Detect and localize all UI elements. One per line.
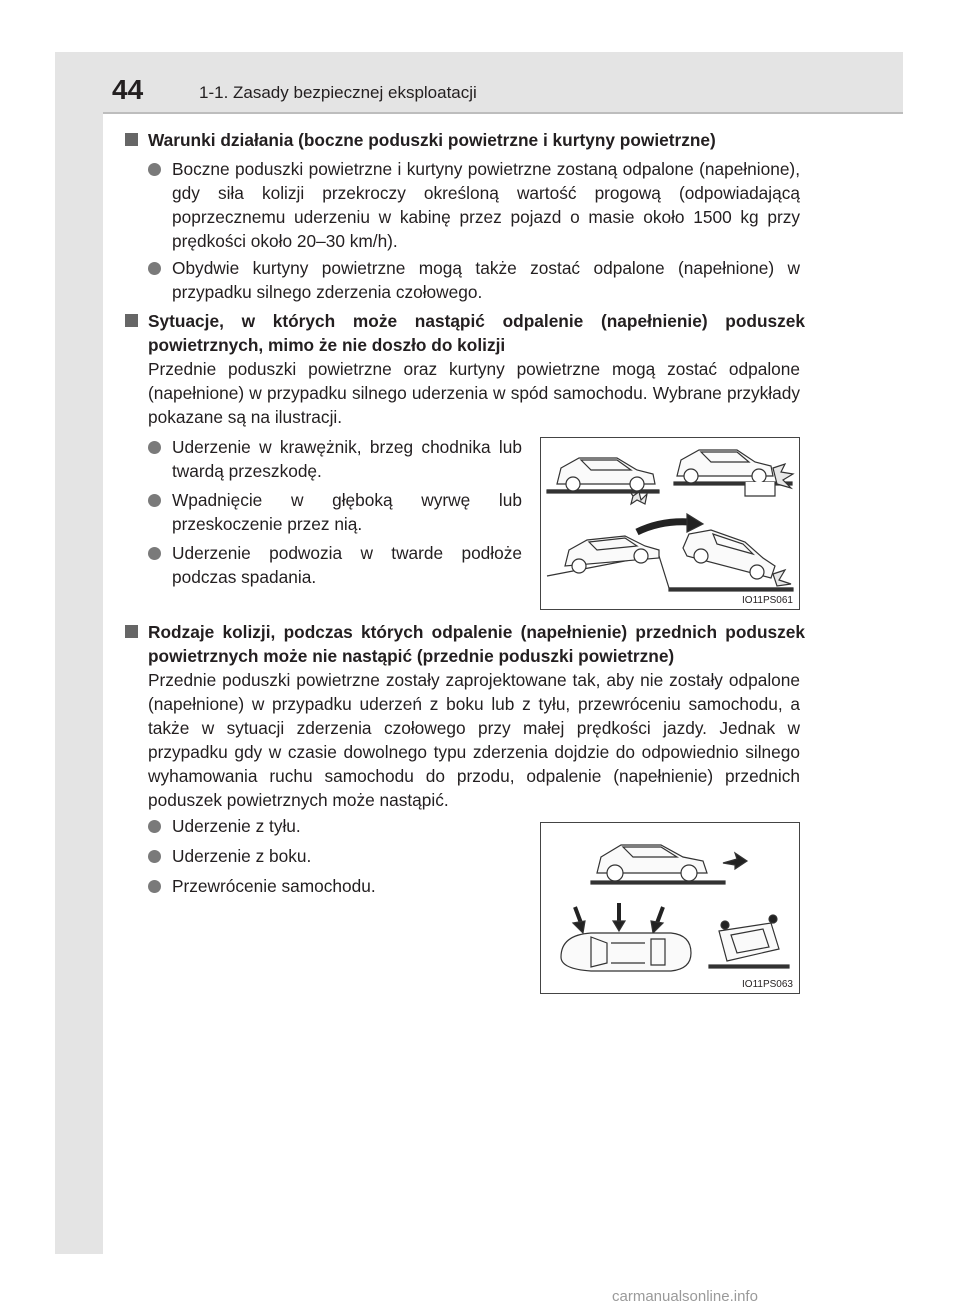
- list-item: Obydwie kurtyny powietrzne mogą także zostać odpalone (napełnione) w przypadku silnego zderzenia czołowego.: [148, 256, 800, 304]
- car-illustration: [541, 438, 799, 609]
- square-bullet-icon: [125, 133, 138, 146]
- page-header: [103, 52, 903, 112]
- list-item: Uderzenie z tyłu.: [148, 814, 508, 838]
- figure-code: IO11PS061: [742, 595, 793, 606]
- header-divider: [103, 112, 903, 114]
- list-item: Uderzenie z boku.: [148, 844, 508, 868]
- square-bullet-icon: [125, 625, 138, 638]
- round-bullet-icon: [148, 163, 161, 176]
- round-bullet-icon: [148, 880, 161, 893]
- paragraph: Przednie poduszki powietrzne zostały zaprojektowane tak, aby nie zostały odpalone (napełnione) w przypadku uderzeń z boku lub z tyłu, przewróceniu samochodu, a także w sytuacji zderzenia czołowego przy małej prędkości jazdy. Jednak w przypadku gdy w czasie dowolnego typu zderzenia dojdzie do odpowiednio silnego wyhamowania ruchu samochodu do przodu, odpalenie (napełnienie) przednich poduszek powietrznych może nastąpić.: [148, 670, 800, 810]
- margin-strip: [55, 52, 103, 1254]
- round-bullet-icon: [148, 850, 161, 863]
- section-title: 1-1. Zasady bezpiecznej eksploatacji: [199, 83, 477, 102]
- round-bullet-icon: [148, 547, 161, 560]
- round-bullet-icon: [148, 820, 161, 833]
- illustration-collision-types: [540, 822, 800, 994]
- round-bullet-icon: [148, 494, 161, 507]
- heading-deployment-without-collision: Sytuacje, w których może nastąpić odpalenie (napełnienie) poduszek powietrznych, mimo że nie doszło do kolizji: [125, 309, 805, 357]
- list-item: Przewrócenie samochodu.: [148, 874, 508, 898]
- round-bullet-icon: [148, 262, 161, 275]
- car-illustration: [541, 823, 799, 993]
- watermark: carmanualsonline.info: [612, 1288, 758, 1305]
- list-item: Wpadnięcie w głęboką wyrwę lub przeskoczenie przez nią.: [148, 488, 522, 536]
- figure-code: IO11PS063: [742, 979, 793, 990]
- page-number: 44: [112, 74, 144, 105]
- list-item: Uderzenie podwozia w twarde podłoże podczas spadania.: [148, 541, 522, 589]
- square-bullet-icon: [125, 314, 138, 327]
- illustration-underbody-impacts: [540, 437, 800, 610]
- heading-no-deployment-collisions: Rodzaje kolizji, podczas których odpalenie (napełnienie) przednich poduszek powietrznych może nie nastąpić (przednie poduszki powietrzne): [125, 620, 805, 668]
- heading-side-airbag-conditions: Warunki działania (boczne poduszki powietrzne i kurtyny powietrzne): [125, 128, 805, 152]
- list-item: Uderzenie w krawężnik, brzeg chodnika lub twardą przeszkodę.: [148, 435, 522, 483]
- round-bullet-icon: [148, 441, 161, 454]
- list-item: Boczne poduszki powietrzne i kurtyny powietrzne zostaną odpalone (napełnione), gdy siła kolizji przekroczy określoną wartość progową (odpowiadającą poprzecznemu uderzeniu w kabinę przez pojazd o masie około 1500 kg przy prędkości około 20–30 km/h).: [148, 157, 800, 253]
- paragraph: Przednie poduszki powietrzne oraz kurtyny powietrzne mogą zostać odpalone (napełnione) w przypadku silnego uderzenia w spód samochodu. Wybrane przykłady pokazane są na ilustracji.: [148, 359, 800, 427]
